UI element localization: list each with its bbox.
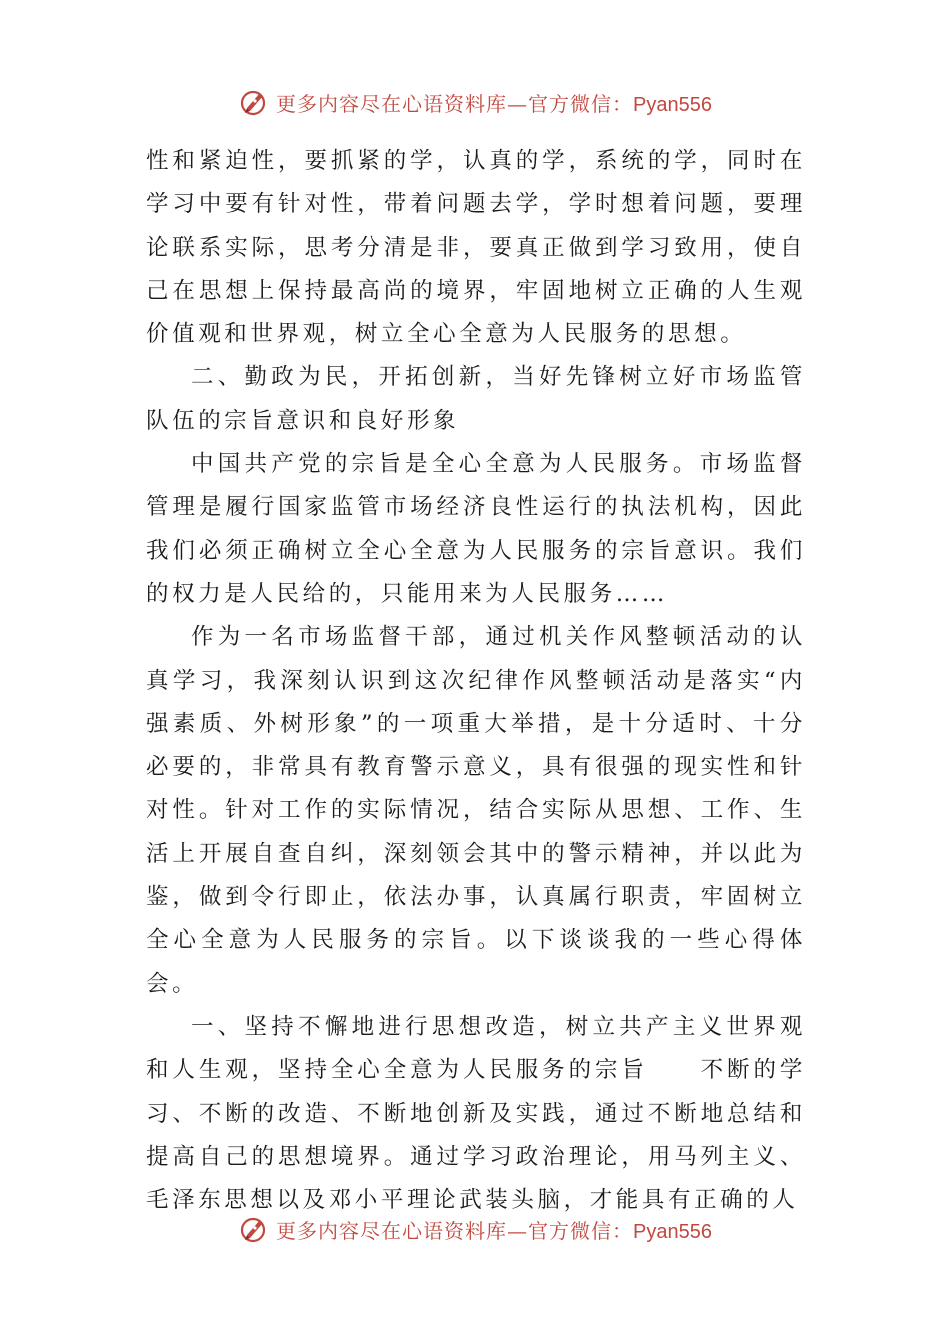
paragraph-3: 作为一名市场监督干部，通过机关作风整顿活动的认真学习，我深刻认识到这次纪律作风整顿活动是落实“内强素质、外树形象”的一项重大举措，是十分适时、十分必要的，非常具有教育警示意义，具有很强的现实性和针对性。针对工作的实际情况，结合实际从思想、工作、生活上开展自查自纠，深刻领会其中的警示精神，并以此为鉴，做到令行即止，依法办事，认真属行职责，牢固树立全心全意为人民服务的宗旨。以下谈谈我的一些心得体会。 xyxy=(146,624,806,997)
banner-text: 更多内容尽在心语资料库—官方微信：Pyan556 xyxy=(276,1218,712,1243)
pen-nib-circle-icon xyxy=(238,1213,270,1245)
footer-banner xyxy=(0,1209,950,1249)
paragraph-1: 性和紧迫性，要抓紧的学，认真的学，系统的学，同时在学习中要有针对性，带着问题去学，学时想着问题，要理论联系实际，思考分清是非，要真正做到学习致用，使自己在思想上保持最高尚的境界，牢固地树立正确的人生观价值观和世界观，树立全心全意为人民服务的思想。 xyxy=(146,148,806,348)
banner-text: 更多内容尽在心语资料库—官方微信：Pyan556 xyxy=(276,91,712,116)
paragraph-2: 中国共产党的宗旨是全心全意为人民服务。市场监督管理是履行国家监管市场经济良性运行的执法机构，因此我们必须正确树立全心全意为人民服务的宗旨意识。我们的权力是人民给的，只能用来为人民服务…… xyxy=(146,451,806,607)
paragraph-4: 一、坚持不懈地进行思想改造，树立共产主义世界观和人生观，坚持全心全意为人民服务的宗旨 不断的学习、不断的改造、不断地创新及实践，通过不断地总结和提高自己的思想境界。通过学习政治理论，用马列主义、毛泽东思想以及邓小平理论武装头脑，才能具有正确的人 xyxy=(146,1013,806,1214)
document-body xyxy=(146,140,806,1222)
pen-nib-circle-icon xyxy=(238,86,270,118)
header-banner xyxy=(0,82,950,122)
section-heading-2: 二、勤政为民，开拓创新，当好先锋树立好市场监管队伍的宗旨意识和良好形象 xyxy=(146,364,806,434)
